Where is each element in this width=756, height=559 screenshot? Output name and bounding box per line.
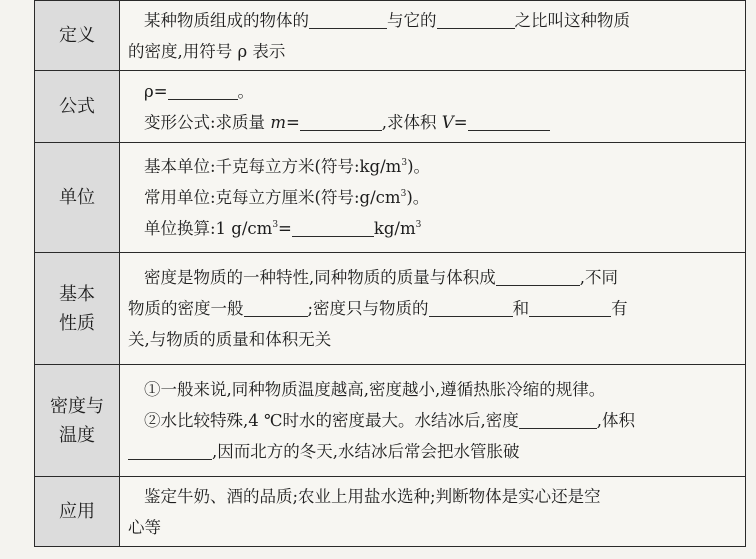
text-segment: ②水比较特殊,4 ℃时水的密度最大。水结冰后,密度 (144, 411, 519, 430)
answer-blank[interactable] (300, 110, 382, 131)
answer-blank[interactable] (437, 8, 515, 29)
text-segment: ,因而北方的冬天,水结冰后常会把水管胀破 (212, 442, 520, 461)
text-segment: = (285, 112, 300, 132)
head-label-line-2: 性质 (59, 312, 95, 334)
row-formula (35, 71, 746, 143)
text-segment: 基本单位:千克每立方米(符号:kg/m (144, 157, 402, 176)
superscript: 3 (272, 220, 279, 230)
unit-line-3 (128, 213, 739, 244)
text-segment: 物质的密度一般 (128, 299, 244, 318)
text-segment: 。 (237, 81, 255, 101)
row-head-property (35, 253, 120, 365)
text-segment: 和 (512, 299, 530, 318)
definition-line-1 (128, 5, 739, 36)
row-head-formula (35, 71, 120, 143)
text-segment: = (278, 219, 292, 238)
row-definition (35, 1, 746, 71)
row-property (35, 253, 746, 365)
application-line-2: 心等 (128, 517, 161, 537)
text-segment: 单位换算:1 g/cm (144, 219, 273, 238)
unit-line-2 (128, 182, 739, 213)
text-segment: 变形公式:求质量 (144, 112, 271, 132)
knowledge-table (34, 0, 746, 547)
row-body-formula (120, 71, 746, 143)
text-segment: ,体积 (596, 411, 635, 430)
row-body-temperature (120, 365, 746, 477)
row-body-application (120, 477, 746, 547)
head-label-line-1: 基本 (59, 283, 95, 305)
text-segment: 密度是物质的一种特性,同种物质的质量与体积成 (144, 268, 496, 287)
text-segment: 有 (611, 299, 628, 318)
superscript: 3 (415, 220, 422, 230)
text-segment: kg/m (373, 219, 416, 238)
answer-blank[interactable] (168, 79, 238, 100)
row-body-definition (120, 1, 746, 71)
answer-blank[interactable] (496, 265, 580, 286)
formula-line-1 (128, 76, 739, 107)
answer-blank[interactable] (529, 296, 611, 317)
head-label-line-1: 密度与 (50, 395, 104, 417)
variable-m: m (270, 112, 286, 132)
text-segment: )。 (406, 188, 430, 207)
row-body-unit (120, 143, 746, 253)
temperature-line-1: ①一般来说,同种物质温度越高,密度越小,遵循热胀冷缩的规律。 (144, 380, 606, 399)
head-label: 单位 (59, 187, 95, 208)
answer-blank[interactable] (292, 216, 374, 237)
head-label: 定义 (59, 25, 95, 46)
definition-line-2: 的密度,用符号 ρ 表示 (128, 41, 286, 61)
row-head-definition (35, 1, 120, 71)
answer-blank[interactable] (309, 8, 387, 29)
text-segment: 某种物质组成的物体的 (144, 10, 309, 30)
answer-blank[interactable] (519, 408, 597, 429)
row-head-application (35, 477, 120, 547)
property-line-3: 关,与物质的质量和体积无关 (128, 330, 332, 349)
property-line-2 (128, 293, 739, 324)
head-label-line-2: 温度 (59, 424, 95, 446)
unit-line-1 (128, 151, 739, 182)
text-segment: ,不同 (579, 268, 618, 287)
temperature-line-2 (128, 405, 739, 436)
text-segment: = (453, 112, 468, 132)
row-head-unit (35, 143, 120, 253)
answer-blank[interactable] (429, 296, 513, 317)
text-segment: 与它的 (387, 10, 437, 30)
row-unit (35, 143, 746, 253)
answer-blank[interactable] (128, 439, 212, 460)
text-segment: ρ= (144, 81, 168, 101)
row-head-temperature (35, 365, 120, 477)
superscript: 3 (401, 158, 408, 168)
text-segment: )。 (407, 157, 430, 176)
answer-blank[interactable] (468, 110, 550, 131)
superscript: 3 (400, 189, 407, 199)
variable-v: V (441, 112, 454, 132)
property-line-1 (128, 262, 739, 293)
row-body-property (120, 253, 746, 365)
application-line-1: 鉴定牛奶、酒的品质;农业上用盐水选种;判断物体是实心还是空 (144, 486, 601, 506)
head-label: 应用 (59, 501, 95, 522)
text-segment: ,求体积 (381, 112, 442, 132)
text-segment: 常用单位:克每立方厘米(符号:g/cm (144, 188, 401, 207)
head-label: 公式 (59, 96, 95, 117)
text-segment: 之比叫这种物质 (514, 10, 630, 30)
answer-blank[interactable] (244, 296, 308, 317)
text-segment: ;密度只与物质的 (307, 299, 429, 318)
row-application (35, 477, 746, 547)
formula-line-2 (128, 107, 739, 138)
row-temperature (35, 365, 746, 477)
temperature-line-3 (128, 436, 739, 467)
